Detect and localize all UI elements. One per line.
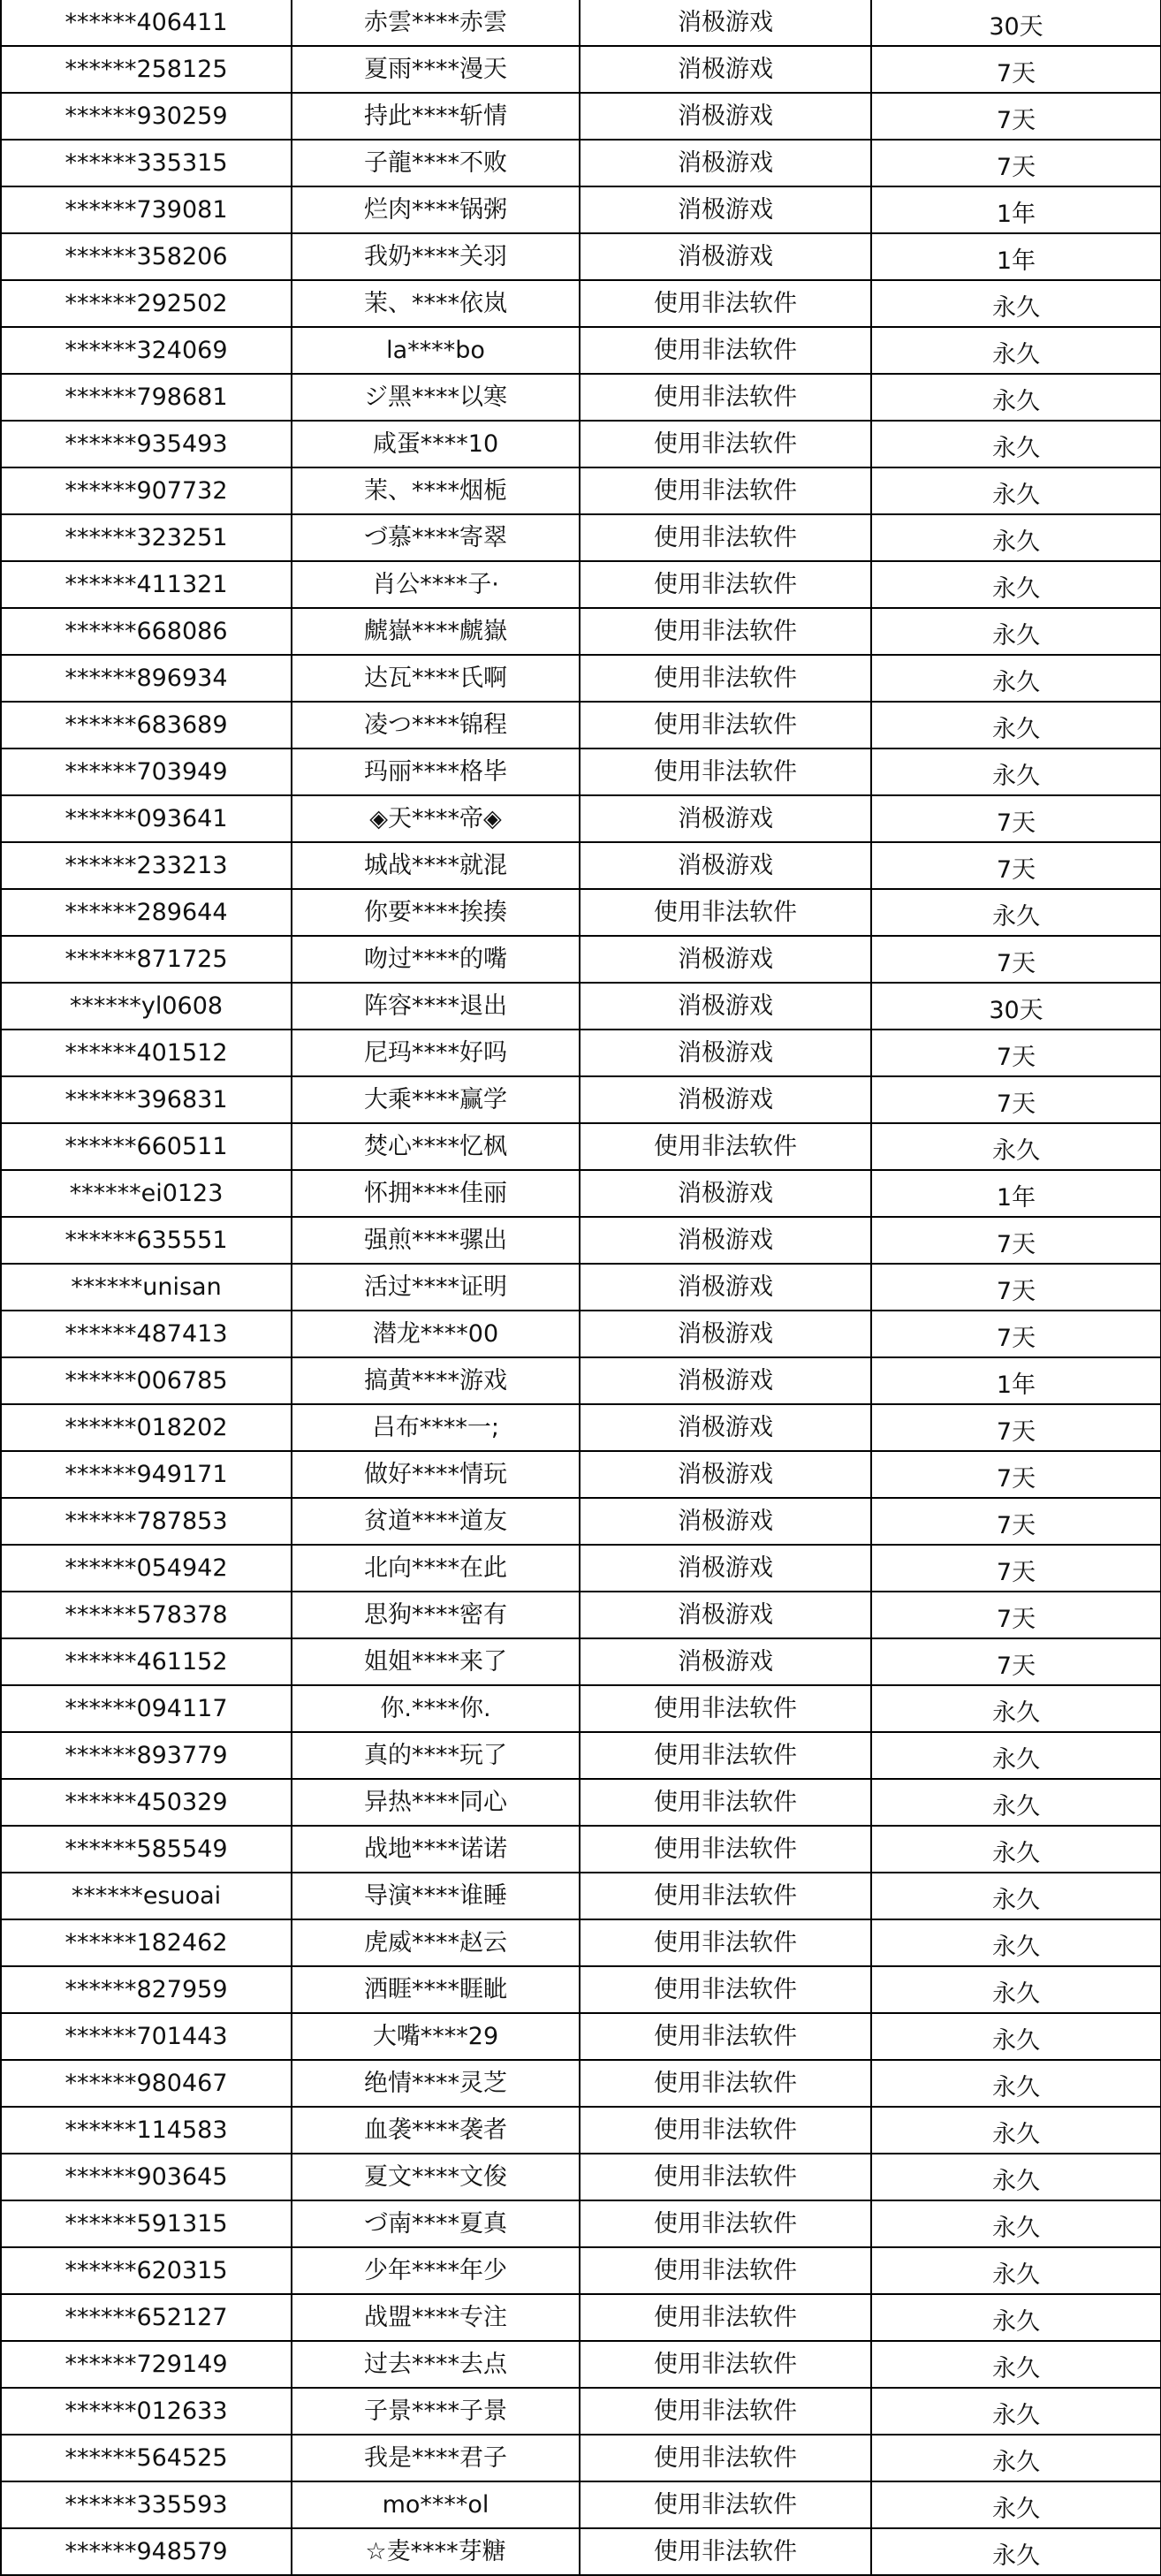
table-row bbox=[1, 1966, 1161, 2013]
account-id-cell: ******unisan bbox=[1, 1264, 292, 1311]
duration-cell: 永久 bbox=[871, 2247, 1161, 2294]
duration-cell: 永久 bbox=[871, 1732, 1161, 1779]
account-id-cell: ******787853 bbox=[1, 1498, 292, 1545]
duration-cell: 永久 bbox=[871, 467, 1161, 514]
account-id-cell: ******182462 bbox=[1, 1919, 292, 1966]
reason-cell: 消极游戏 bbox=[580, 186, 871, 233]
nickname-cell: 少年****年少 bbox=[292, 2247, 580, 2294]
nickname-cell: 城战****就混 bbox=[292, 842, 580, 889]
table-row bbox=[1, 1264, 1161, 1311]
nickname-cell: 搞黄****游戏 bbox=[292, 1357, 580, 1404]
duration-cell: 7天 bbox=[871, 1451, 1161, 1498]
duration-cell: 永久 bbox=[871, 1873, 1161, 1919]
table-row bbox=[1, 983, 1161, 1030]
reason-cell: 使用非法软件 bbox=[580, 2388, 871, 2435]
nickname-cell: 肖公****子· bbox=[292, 561, 580, 608]
duration-cell: 永久 bbox=[871, 1685, 1161, 1732]
duration-cell: 7天 bbox=[871, 1076, 1161, 1123]
table-row bbox=[1, 1404, 1161, 1451]
account-id-cell: ******798681 bbox=[1, 374, 292, 421]
duration-cell: 30天 bbox=[871, 983, 1161, 1030]
nickname-cell: 血袭****袭者 bbox=[292, 2107, 580, 2154]
table-row bbox=[1, 1779, 1161, 1826]
ban-list-body bbox=[1, 0, 1161, 2575]
duration-cell: 30天 bbox=[871, 0, 1161, 46]
table-row bbox=[1, 1030, 1161, 1076]
nickname-cell: 活过****证明 bbox=[292, 1264, 580, 1311]
account-id-cell: ******ei0123 bbox=[1, 1170, 292, 1217]
reason-cell: 使用非法软件 bbox=[580, 2435, 871, 2481]
account-id-cell: ******949171 bbox=[1, 1451, 292, 1498]
account-id-cell: ******980467 bbox=[1, 2060, 292, 2107]
account-id-cell: ******289644 bbox=[1, 889, 292, 936]
table-row bbox=[1, 842, 1161, 889]
reason-cell: 使用非法软件 bbox=[580, 2060, 871, 2107]
account-id-cell: ******292502 bbox=[1, 280, 292, 327]
account-id-cell: ******935493 bbox=[1, 421, 292, 467]
account-id-cell: ******635551 bbox=[1, 1217, 292, 1264]
duration-cell: 7天 bbox=[871, 1498, 1161, 1545]
nickname-cell: 焚心****忆枫 bbox=[292, 1123, 580, 1170]
account-id-cell: ******871725 bbox=[1, 936, 292, 983]
account-id-cell: ******054942 bbox=[1, 1545, 292, 1592]
account-id-cell: ******yl0608 bbox=[1, 983, 292, 1030]
account-id-cell: ******335593 bbox=[1, 2481, 292, 2528]
account-id-cell: ******729149 bbox=[1, 2341, 292, 2388]
account-id-cell: ******652127 bbox=[1, 2294, 292, 2341]
reason-cell: 消极游戏 bbox=[580, 1404, 871, 1451]
reason-cell: 使用非法软件 bbox=[580, 1919, 871, 1966]
duration-cell: 7天 bbox=[871, 1217, 1161, 1264]
duration-cell: 永久 bbox=[871, 374, 1161, 421]
duration-cell: 永久 bbox=[871, 2294, 1161, 2341]
reason-cell: 使用非法软件 bbox=[580, 1826, 871, 1873]
account-id-cell: ******827959 bbox=[1, 1966, 292, 2013]
nickname-cell: 战地****诺诺 bbox=[292, 1826, 580, 1873]
account-id-cell: ******233213 bbox=[1, 842, 292, 889]
reason-cell: 消极游戏 bbox=[580, 0, 871, 46]
duration-cell: 永久 bbox=[871, 2200, 1161, 2247]
duration-cell: 永久 bbox=[871, 2154, 1161, 2200]
reason-cell: 使用非法软件 bbox=[580, 327, 871, 374]
reason-cell: 消极游戏 bbox=[580, 1357, 871, 1404]
reason-cell: 消极游戏 bbox=[580, 936, 871, 983]
account-id-cell: ******335315 bbox=[1, 140, 292, 186]
table-row bbox=[1, 280, 1161, 327]
nickname-cell: 异热****同心 bbox=[292, 1779, 580, 1826]
nickname-cell: 凌つ****锦程 bbox=[292, 702, 580, 748]
account-id-cell: ******401512 bbox=[1, 1030, 292, 1076]
duration-cell: 永久 bbox=[871, 2528, 1161, 2575]
nickname-cell: 潜龙****00 bbox=[292, 1311, 580, 1357]
reason-cell: 使用非法软件 bbox=[580, 1873, 871, 1919]
nickname-cell: 洒睚****睚眦 bbox=[292, 1966, 580, 2013]
reason-cell: 消极游戏 bbox=[580, 795, 871, 842]
reason-cell: 消极游戏 bbox=[580, 1076, 871, 1123]
nickname-cell: 咸蛋****10 bbox=[292, 421, 580, 467]
account-id-cell: ******406411 bbox=[1, 0, 292, 46]
table-row bbox=[1, 2154, 1161, 2200]
table-row bbox=[1, 655, 1161, 702]
duration-cell: 永久 bbox=[871, 2107, 1161, 2154]
reason-cell: 消极游戏 bbox=[580, 983, 871, 1030]
nickname-cell: 茉、****烟栀 bbox=[292, 467, 580, 514]
duration-cell: 1年 bbox=[871, 186, 1161, 233]
nickname-cell: 夏雨****漫天 bbox=[292, 46, 580, 93]
duration-cell: 永久 bbox=[871, 421, 1161, 467]
account-id-cell: ******907732 bbox=[1, 467, 292, 514]
reason-cell: 消极游戏 bbox=[580, 1170, 871, 1217]
table-row bbox=[1, 327, 1161, 374]
nickname-cell: 我是****君子 bbox=[292, 2435, 580, 2481]
duration-cell: 永久 bbox=[871, 2341, 1161, 2388]
table-row bbox=[1, 748, 1161, 795]
duration-cell: 永久 bbox=[871, 1123, 1161, 1170]
account-id-cell: ******739081 bbox=[1, 186, 292, 233]
duration-cell: 7天 bbox=[871, 936, 1161, 983]
table-row bbox=[1, 0, 1161, 46]
nickname-cell: 贫道****道友 bbox=[292, 1498, 580, 1545]
reason-cell: 消极游戏 bbox=[580, 842, 871, 889]
nickname-cell: 子龍****不败 bbox=[292, 140, 580, 186]
nickname-cell: 怀拥****佳丽 bbox=[292, 1170, 580, 1217]
nickname-cell: 夏文****文俊 bbox=[292, 2154, 580, 2200]
reason-cell: 消极游戏 bbox=[580, 93, 871, 140]
reason-cell: 消极游戏 bbox=[580, 1311, 871, 1357]
duration-cell: 永久 bbox=[871, 2060, 1161, 2107]
reason-cell: 使用非法软件 bbox=[580, 2013, 871, 2060]
table-row bbox=[1, 2481, 1161, 2528]
table-row bbox=[1, 1357, 1161, 1404]
duration-cell: 7天 bbox=[871, 1030, 1161, 1076]
table-row bbox=[1, 1123, 1161, 1170]
reason-cell: 使用非法软件 bbox=[580, 1123, 871, 1170]
duration-cell: 7天 bbox=[871, 842, 1161, 889]
nickname-cell: 烂肉****锅粥 bbox=[292, 186, 580, 233]
table-row bbox=[1, 561, 1161, 608]
duration-cell: 永久 bbox=[871, 2481, 1161, 2528]
table-row bbox=[1, 1076, 1161, 1123]
nickname-cell: 强煎****骡出 bbox=[292, 1217, 580, 1264]
reason-cell: 使用非法软件 bbox=[580, 1732, 871, 1779]
table-row bbox=[1, 1545, 1161, 1592]
reason-cell: 使用非法软件 bbox=[580, 1779, 871, 1826]
account-id-cell: ******620315 bbox=[1, 2247, 292, 2294]
table-row bbox=[1, 2341, 1161, 2388]
table-row bbox=[1, 2200, 1161, 2247]
reason-cell: 消极游戏 bbox=[580, 1451, 871, 1498]
account-id-cell: ******006785 bbox=[1, 1357, 292, 1404]
reason-cell: 使用非法软件 bbox=[580, 748, 871, 795]
reason-cell: 使用非法软件 bbox=[580, 2341, 871, 2388]
table-row bbox=[1, 1873, 1161, 1919]
nickname-cell: 子景****子景 bbox=[292, 2388, 580, 2435]
nickname-cell: 虤嶽****虤嶽 bbox=[292, 608, 580, 655]
account-id-cell: ******012633 bbox=[1, 2388, 292, 2435]
duration-cell: 7天 bbox=[871, 1592, 1161, 1638]
table-row bbox=[1, 1732, 1161, 1779]
duration-cell: 1年 bbox=[871, 233, 1161, 280]
duration-cell: 7天 bbox=[871, 1264, 1161, 1311]
table-row bbox=[1, 1170, 1161, 1217]
nickname-cell: 吻过****的嘴 bbox=[292, 936, 580, 983]
duration-cell: 7天 bbox=[871, 93, 1161, 140]
account-id-cell: ******703949 bbox=[1, 748, 292, 795]
nickname-cell: la****bo bbox=[292, 327, 580, 374]
table-row bbox=[1, 93, 1161, 140]
reason-cell: 消极游戏 bbox=[580, 1545, 871, 1592]
reason-cell: 使用非法软件 bbox=[580, 374, 871, 421]
reason-cell: 消极游戏 bbox=[580, 1030, 871, 1076]
account-id-cell: ******930259 bbox=[1, 93, 292, 140]
reason-cell: 消极游戏 bbox=[580, 1498, 871, 1545]
reason-cell: 消极游戏 bbox=[580, 1217, 871, 1264]
account-id-cell: ******701443 bbox=[1, 2013, 292, 2060]
nickname-cell: 过去****去点 bbox=[292, 2341, 580, 2388]
table-row bbox=[1, 2060, 1161, 2107]
nickname-cell: 茉、****依岚 bbox=[292, 280, 580, 327]
table-row bbox=[1, 795, 1161, 842]
table-row bbox=[1, 186, 1161, 233]
nickname-cell: 大乘****赢学 bbox=[292, 1076, 580, 1123]
account-id-cell: ******461152 bbox=[1, 1638, 292, 1685]
reason-cell: 使用非法软件 bbox=[580, 561, 871, 608]
duration-cell: 7天 bbox=[871, 1638, 1161, 1685]
table-row bbox=[1, 514, 1161, 561]
account-id-cell: ******487413 bbox=[1, 1311, 292, 1357]
duration-cell: 永久 bbox=[871, 608, 1161, 655]
table-row bbox=[1, 374, 1161, 421]
table-row bbox=[1, 1592, 1161, 1638]
nickname-cell: 真的****玩了 bbox=[292, 1732, 580, 1779]
table-row bbox=[1, 936, 1161, 983]
duration-cell: 永久 bbox=[871, 1779, 1161, 1826]
nickname-cell: ☆麦****芽糖 bbox=[292, 2528, 580, 2575]
account-id-cell: ******893779 bbox=[1, 1732, 292, 1779]
nickname-cell: 阵容****退出 bbox=[292, 983, 580, 1030]
table-row bbox=[1, 140, 1161, 186]
duration-cell: 永久 bbox=[871, 2013, 1161, 2060]
duration-cell: 永久 bbox=[871, 514, 1161, 561]
table-row bbox=[1, 1638, 1161, 1685]
reason-cell: 使用非法软件 bbox=[580, 2247, 871, 2294]
reason-cell: 使用非法软件 bbox=[580, 2107, 871, 2154]
account-id-cell: ******094117 bbox=[1, 1685, 292, 1732]
nickname-cell: 大嘴****29 bbox=[292, 2013, 580, 2060]
duration-cell: 永久 bbox=[871, 889, 1161, 936]
account-id-cell: ******683689 bbox=[1, 702, 292, 748]
nickname-cell: 我奶****关羽 bbox=[292, 233, 580, 280]
reason-cell: 使用非法软件 bbox=[580, 1685, 871, 1732]
nickname-cell: づ慕****寄翠 bbox=[292, 514, 580, 561]
nickname-cell: 达瓦****氏啊 bbox=[292, 655, 580, 702]
account-id-cell: ******450329 bbox=[1, 1779, 292, 1826]
reason-cell: 消极游戏 bbox=[580, 1592, 871, 1638]
nickname-cell: 赤雲****赤雲 bbox=[292, 0, 580, 46]
duration-cell: 永久 bbox=[871, 327, 1161, 374]
table-row bbox=[1, 1919, 1161, 1966]
reason-cell: 使用非法软件 bbox=[580, 421, 871, 467]
reason-cell: 消极游戏 bbox=[580, 1264, 871, 1311]
reason-cell: 使用非法软件 bbox=[580, 2528, 871, 2575]
duration-cell: 永久 bbox=[871, 748, 1161, 795]
reason-cell: 消极游戏 bbox=[580, 140, 871, 186]
reason-cell: 使用非法软件 bbox=[580, 608, 871, 655]
account-id-cell: ******258125 bbox=[1, 46, 292, 93]
account-id-cell: ******411321 bbox=[1, 561, 292, 608]
account-id-cell: ******018202 bbox=[1, 1404, 292, 1451]
account-id-cell: ******585549 bbox=[1, 1826, 292, 1873]
reason-cell: 使用非法软件 bbox=[580, 2200, 871, 2247]
account-id-cell: ******896934 bbox=[1, 655, 292, 702]
account-id-cell: ******114583 bbox=[1, 2107, 292, 2154]
reason-cell: 使用非法软件 bbox=[580, 280, 871, 327]
table-row bbox=[1, 2435, 1161, 2481]
nickname-cell: 导演****谁睡 bbox=[292, 1873, 580, 1919]
table-row bbox=[1, 1826, 1161, 1873]
reason-cell: 消极游戏 bbox=[580, 1638, 871, 1685]
reason-cell: 使用非法软件 bbox=[580, 702, 871, 748]
nickname-cell: 吕布****一; bbox=[292, 1404, 580, 1451]
account-id-cell: ******591315 bbox=[1, 2200, 292, 2247]
duration-cell: 永久 bbox=[871, 2435, 1161, 2481]
duration-cell: 永久 bbox=[871, 1966, 1161, 2013]
account-id-cell: ******660511 bbox=[1, 1123, 292, 1170]
reason-cell: 使用非法软件 bbox=[580, 1966, 871, 2013]
table-row bbox=[1, 46, 1161, 93]
duration-cell: 7天 bbox=[871, 795, 1161, 842]
reason-cell: 使用非法软件 bbox=[580, 2154, 871, 2200]
reason-cell: 使用非法软件 bbox=[580, 2294, 871, 2341]
nickname-cell: 姐姐****来了 bbox=[292, 1638, 580, 1685]
nickname-cell: 玛丽****格毕 bbox=[292, 748, 580, 795]
duration-cell: 7天 bbox=[871, 46, 1161, 93]
account-id-cell: ******esuoai bbox=[1, 1873, 292, 1919]
nickname-cell: 你要****挨揍 bbox=[292, 889, 580, 936]
reason-cell: 使用非法软件 bbox=[580, 467, 871, 514]
duration-cell: 永久 bbox=[871, 1919, 1161, 1966]
nickname-cell: 虎威****赵云 bbox=[292, 1919, 580, 1966]
reason-cell: 使用非法软件 bbox=[580, 889, 871, 936]
nickname-cell: ◈天****帝◈ bbox=[292, 795, 580, 842]
nickname-cell: 思狗****密有 bbox=[292, 1592, 580, 1638]
account-id-cell: ******323251 bbox=[1, 514, 292, 561]
duration-cell: 1年 bbox=[871, 1357, 1161, 1404]
table-row bbox=[1, 608, 1161, 655]
table-row bbox=[1, 1217, 1161, 1264]
nickname-cell: 尼玛****好吗 bbox=[292, 1030, 580, 1076]
table-row bbox=[1, 1451, 1161, 1498]
account-id-cell: ******948579 bbox=[1, 2528, 292, 2575]
reason-cell: 消极游戏 bbox=[580, 46, 871, 93]
table-row bbox=[1, 467, 1161, 514]
account-id-cell: ******324069 bbox=[1, 327, 292, 374]
account-id-cell: ******358206 bbox=[1, 233, 292, 280]
reason-cell: 使用非法软件 bbox=[580, 655, 871, 702]
account-id-cell: ******668086 bbox=[1, 608, 292, 655]
reason-cell: 消极游戏 bbox=[580, 233, 871, 280]
duration-cell: 永久 bbox=[871, 655, 1161, 702]
nickname-cell: づ南****夏真 bbox=[292, 2200, 580, 2247]
table-row bbox=[1, 2294, 1161, 2341]
table-row bbox=[1, 1685, 1161, 1732]
duration-cell: 1年 bbox=[871, 1170, 1161, 1217]
duration-cell: 永久 bbox=[871, 1826, 1161, 1873]
table-row bbox=[1, 702, 1161, 748]
table-row bbox=[1, 421, 1161, 467]
nickname-cell: 绝情****灵芝 bbox=[292, 2060, 580, 2107]
nickname-cell: 战盟****专注 bbox=[292, 2294, 580, 2341]
nickname-cell: mo****ol bbox=[292, 2481, 580, 2528]
account-id-cell: ******093641 bbox=[1, 795, 292, 842]
account-id-cell: ******396831 bbox=[1, 1076, 292, 1123]
duration-cell: 永久 bbox=[871, 2388, 1161, 2435]
duration-cell: 7天 bbox=[871, 1545, 1161, 1592]
duration-cell: 永久 bbox=[871, 561, 1161, 608]
account-id-cell: ******564525 bbox=[1, 2435, 292, 2481]
table-row bbox=[1, 1311, 1161, 1357]
duration-cell: 7天 bbox=[871, 140, 1161, 186]
nickname-cell: 北向****在此 bbox=[292, 1545, 580, 1592]
duration-cell: 永久 bbox=[871, 280, 1161, 327]
account-id-cell: ******578378 bbox=[1, 1592, 292, 1638]
nickname-cell: 做好****情玩 bbox=[292, 1451, 580, 1498]
table-row bbox=[1, 889, 1161, 936]
table-row bbox=[1, 2013, 1161, 2060]
duration-cell: 7天 bbox=[871, 1311, 1161, 1357]
table-row bbox=[1, 2528, 1161, 2575]
table-row bbox=[1, 2107, 1161, 2154]
nickname-cell: 你.****你. bbox=[292, 1685, 580, 1732]
account-id-cell: ******903645 bbox=[1, 2154, 292, 2200]
table-row bbox=[1, 2388, 1161, 2435]
duration-cell: 永久 bbox=[871, 702, 1161, 748]
table-row bbox=[1, 1498, 1161, 1545]
reason-cell: 使用非法软件 bbox=[580, 514, 871, 561]
nickname-cell: ジ黑****以寒 bbox=[292, 374, 580, 421]
table-row bbox=[1, 233, 1161, 280]
nickname-cell: 持此****斩情 bbox=[292, 93, 580, 140]
reason-cell: 使用非法软件 bbox=[580, 2481, 871, 2528]
duration-cell: 7天 bbox=[871, 1404, 1161, 1451]
table-row bbox=[1, 2247, 1161, 2294]
